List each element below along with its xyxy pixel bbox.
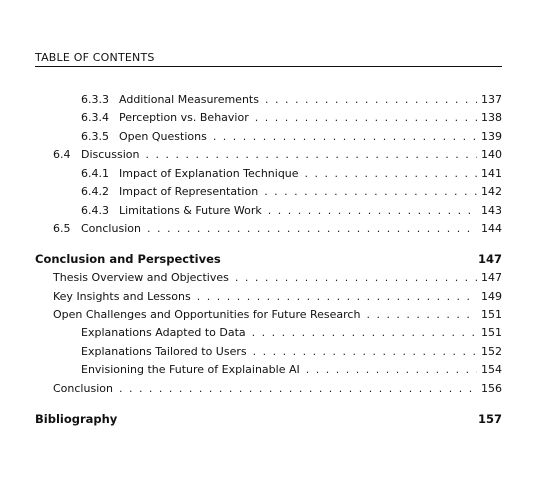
header-rule — [35, 66, 502, 67]
toc-entry-page: 143 — [481, 204, 502, 217]
toc-entry[interactable] — [81, 92, 502, 108]
dot-leader — [119, 381, 477, 397]
dot-leader — [253, 344, 477, 360]
toc-entry[interactable] — [53, 221, 502, 237]
dot-leader — [265, 92, 477, 108]
toc-entry-page: 147 — [481, 271, 502, 284]
toc-entry[interactable] — [53, 307, 502, 323]
toc-entry[interactable] — [81, 110, 502, 126]
toc-entry-title: Discussion — [81, 148, 140, 161]
toc-entry-page: 151 — [481, 308, 502, 321]
toc-entry[interactable] — [53, 147, 502, 163]
toc-entry-number: 6.5 — [53, 222, 71, 235]
dot-leader — [264, 184, 477, 200]
dot-leader — [146, 147, 478, 163]
toc-entry-title: Thesis Overview and Objectives — [53, 271, 229, 284]
dot-leader — [366, 307, 477, 323]
toc-entry-page: 139 — [481, 130, 502, 143]
dot-leader — [213, 129, 477, 145]
toc-entry-number: 6.4.2 — [81, 185, 109, 198]
dot-leader — [306, 362, 477, 378]
toc-entry-page: 144 — [481, 222, 502, 235]
toc-entry-number: 6.3.5 — [81, 130, 109, 143]
toc-entry-title: Explanations Adapted to Data — [81, 326, 246, 339]
toc-entry-page: 142 — [481, 185, 502, 198]
toc-entry-title: Explanations Tailored to Users — [81, 345, 247, 358]
toc-entry[interactable] — [81, 203, 502, 219]
toc-entry-title: Limitations & Future Work — [119, 204, 262, 217]
toc-chapter-page: 147 — [477, 252, 502, 266]
toc-entry-number: 6.4.1 — [81, 167, 109, 180]
toc-entry[interactable] — [81, 166, 502, 182]
toc-entry-title: Envisioning the Future of Explainable AI — [81, 363, 300, 376]
toc-entry-title: Key Insights and Lessons — [53, 290, 191, 303]
toc-entry[interactable] — [81, 362, 502, 378]
toc-entry-title: Additional Measurements — [119, 93, 259, 106]
toc-entry[interactable] — [53, 381, 502, 397]
toc-entry-page: 140 — [481, 148, 502, 161]
toc-entry-page: 138 — [481, 111, 502, 124]
toc-chapter[interactable] — [35, 411, 502, 427]
toc-chapter-title: Bibliography — [35, 412, 118, 426]
toc-chapter-page: 157 — [477, 412, 502, 426]
toc-entry-number: 6.4 — [53, 148, 71, 161]
toc-entry-page: 149 — [481, 290, 502, 303]
toc-entry[interactable] — [81, 325, 502, 341]
toc-entry-title: Open Questions — [119, 130, 207, 143]
dot-leader — [235, 270, 477, 286]
toc-entry-page: 137 — [481, 93, 502, 106]
toc-entry-page: 151 — [481, 326, 502, 339]
dot-leader — [197, 289, 477, 305]
toc-entry-page: 154 — [481, 363, 502, 376]
toc-entry-title: Impact of Representation — [119, 185, 259, 198]
dot-leader — [305, 166, 477, 182]
toc-entry-page: 156 — [481, 382, 502, 395]
toc-entry[interactable] — [81, 344, 502, 360]
toc-entry[interactable] — [81, 184, 502, 200]
toc-entry-page: 152 — [481, 345, 502, 358]
toc-entry-title: Conclusion — [53, 382, 113, 395]
toc-entry-title: Perception vs. Behavior — [119, 111, 249, 124]
toc-entry-title: Open Challenges and Opportunities for Future Research — [53, 308, 361, 321]
toc-entry[interactable] — [53, 270, 502, 286]
toc-chapter[interactable] — [35, 251, 502, 267]
running-header: TABLE OF CONTENTS — [35, 51, 155, 64]
dot-leader — [255, 110, 477, 126]
toc-entry[interactable] — [53, 289, 502, 305]
toc-entry-number: 6.3.3 — [81, 93, 109, 106]
dot-leader — [147, 221, 477, 237]
toc-entry-title: Conclusion — [81, 222, 141, 235]
toc-entry-number: 6.3.4 — [81, 111, 109, 124]
toc-entry-number: 6.4.3 — [81, 204, 109, 217]
toc-entry-page: 141 — [481, 167, 502, 180]
toc-chapter-title: Conclusion and Perspectives — [35, 252, 221, 266]
dot-leader — [268, 203, 477, 219]
toc-entry-title: Impact of Explanation Technique — [119, 167, 299, 180]
dot-leader — [252, 325, 477, 341]
toc-entry[interactable] — [81, 129, 502, 145]
